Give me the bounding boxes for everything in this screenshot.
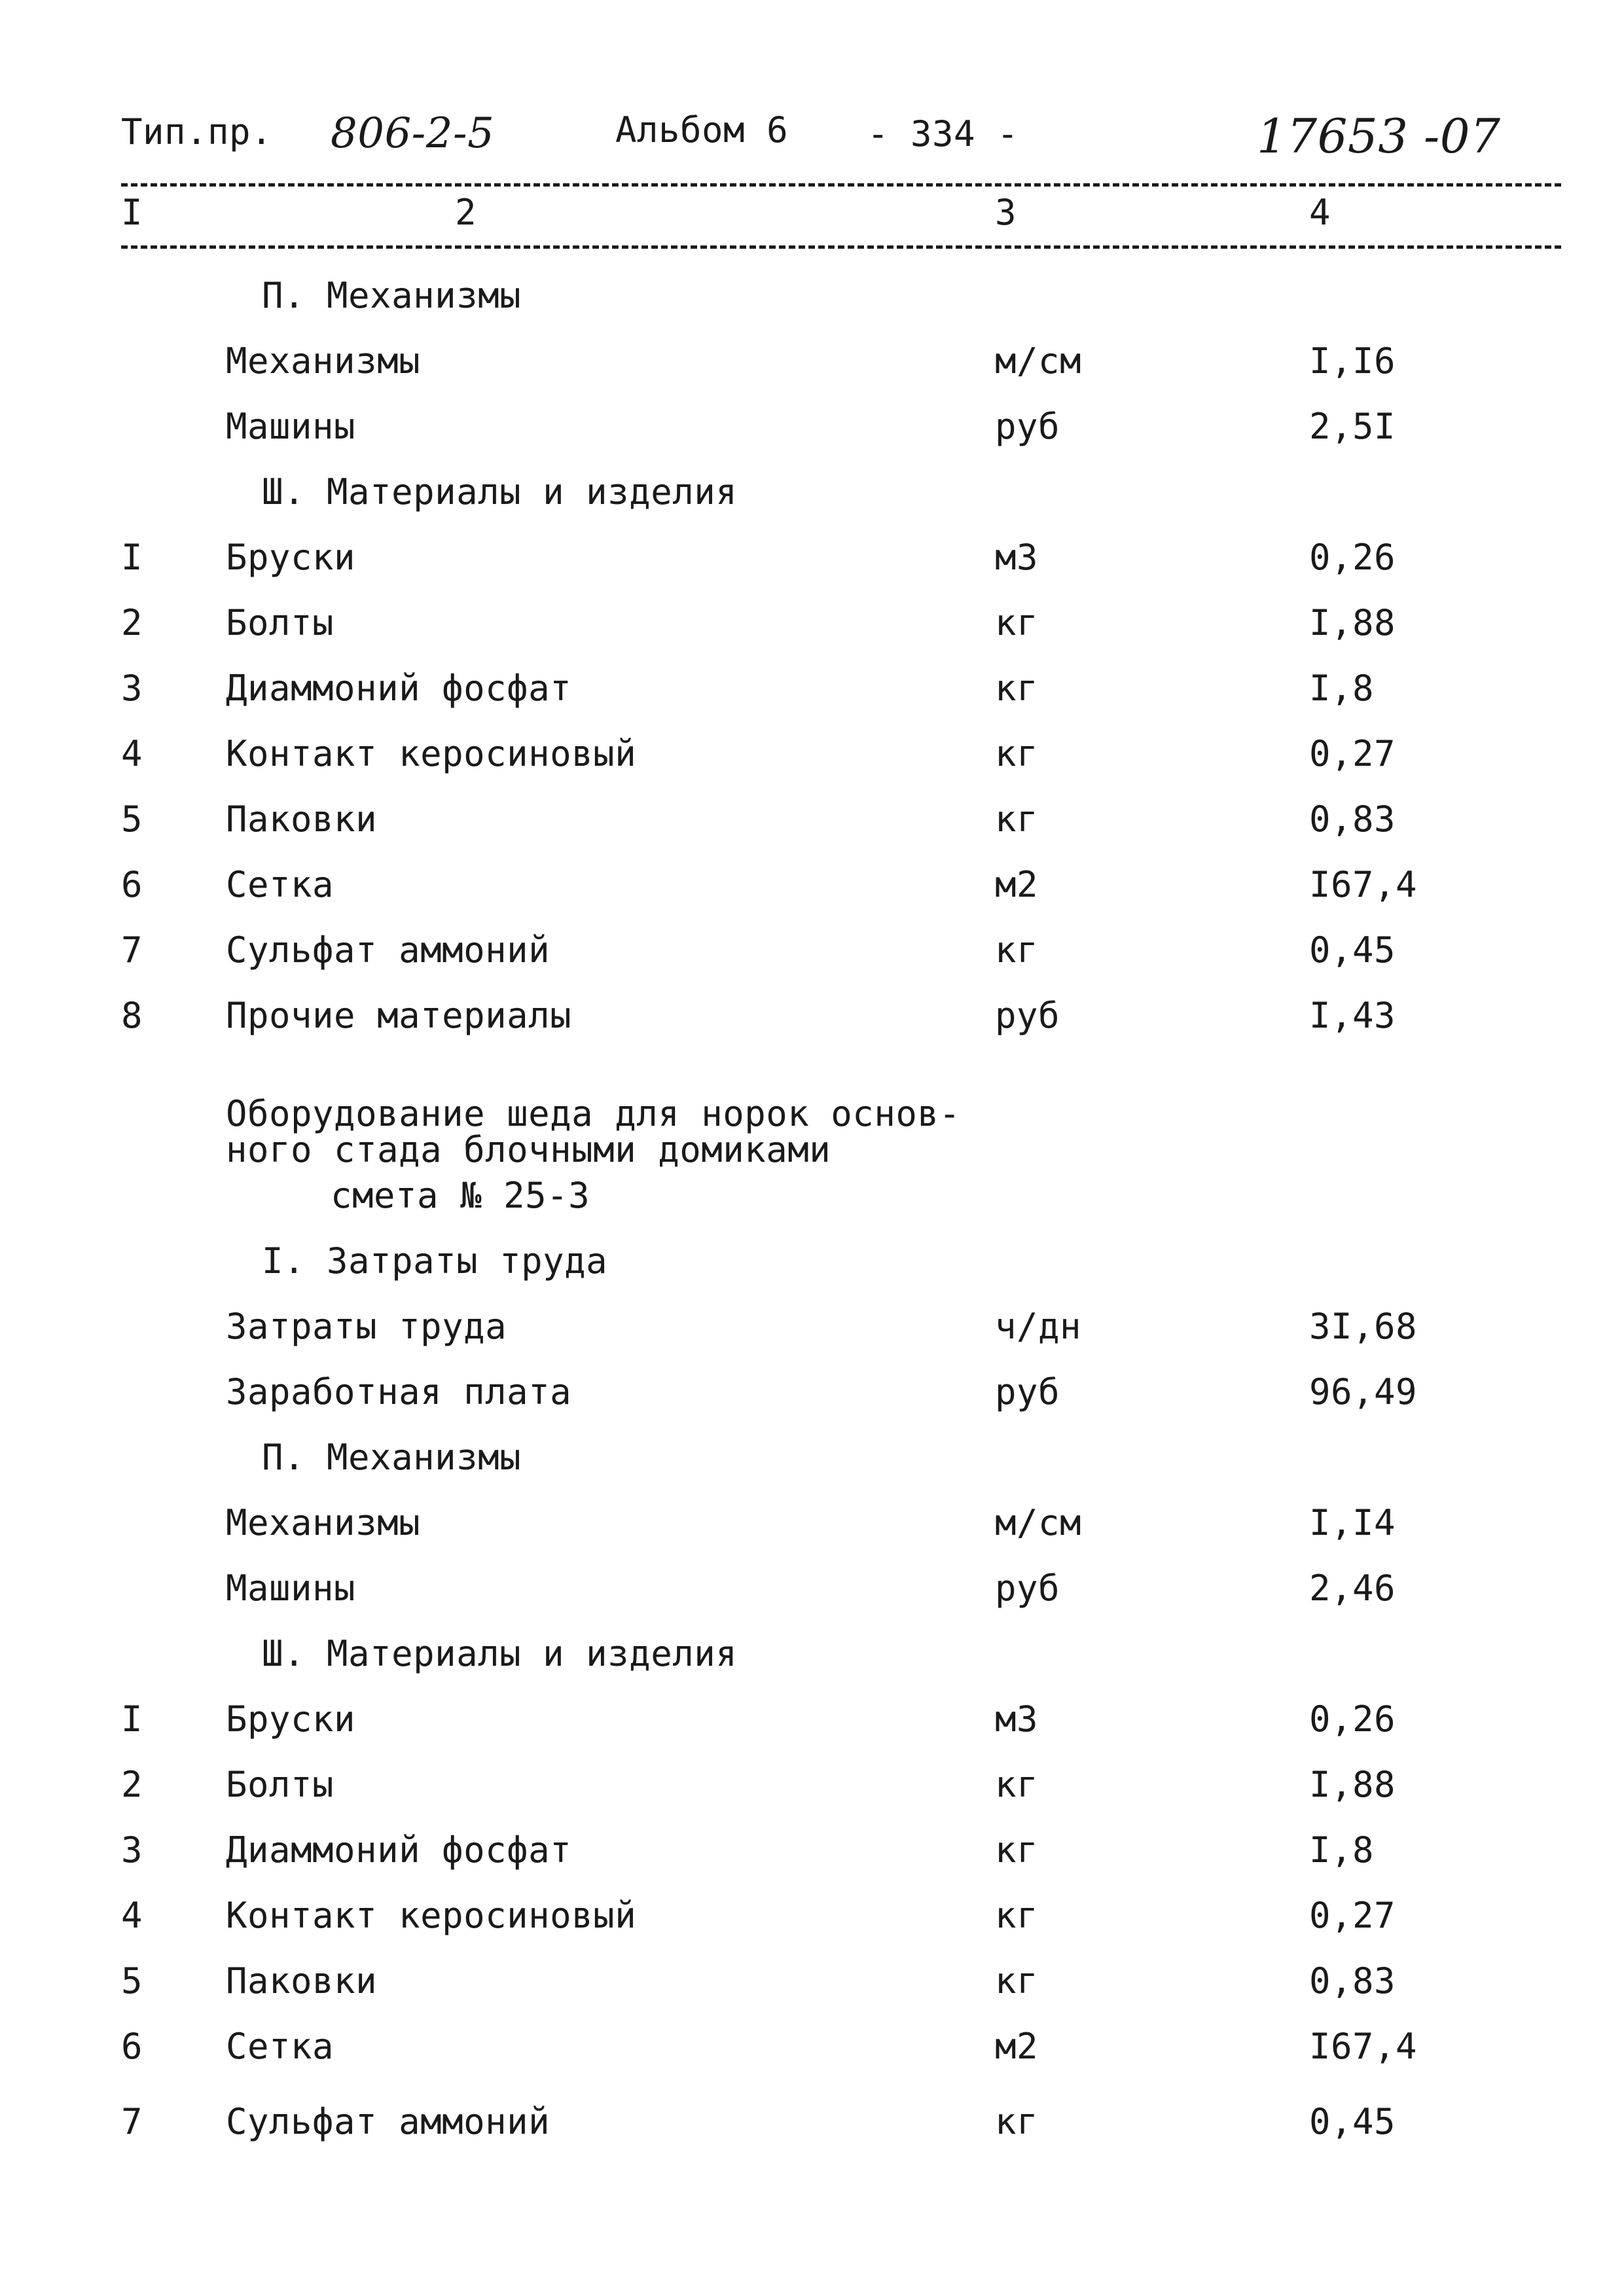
- row-value: 2,5I: [1309, 406, 1396, 447]
- row-value: 0,45: [1309, 929, 1396, 971]
- row-unit: руб: [995, 995, 1060, 1036]
- row-unit: м/см: [995, 340, 1082, 382]
- row-number: 8: [121, 995, 143, 1036]
- row-unit: ч/дн: [995, 1306, 1082, 1347]
- row-name: Заработная плата: [226, 1371, 572, 1412]
- row-name: Машины: [226, 1568, 356, 1609]
- row-unit: кг: [995, 1895, 1039, 1936]
- row-name: Диаммоний фосфат: [226, 1829, 572, 1871]
- row-unit: кг: [995, 733, 1039, 774]
- block-title-line-2: ного стада блочными домиками: [226, 1129, 831, 1170]
- row-name: Прочие материалы: [226, 995, 572, 1036]
- row-value: 0,27: [1309, 1895, 1396, 1936]
- row-unit: кг: [995, 929, 1039, 971]
- row-unit: м3: [995, 537, 1039, 578]
- row-name: Паковки: [226, 1960, 378, 2002]
- row-value: I,8: [1309, 668, 1375, 709]
- row-name: Диаммоний фосфат: [226, 668, 572, 709]
- block-title-line-1: Оборудование шеда для норок основ-: [226, 1093, 961, 1134]
- row-value: 3I,68: [1309, 1306, 1418, 1347]
- row-number: 4: [121, 1895, 143, 1936]
- header-page-number: - 334 -: [867, 113, 1019, 154]
- row-unit: руб: [995, 1371, 1060, 1412]
- row-value: 0,83: [1309, 1960, 1396, 2002]
- row-number: 5: [121, 799, 143, 840]
- row-value: I,I4: [1309, 1502, 1396, 1543]
- row-value: I,43: [1309, 995, 1396, 1036]
- row-name: Затраты труда: [226, 1306, 507, 1347]
- section-heading: П. Механизмы: [262, 275, 522, 316]
- column-header-4: 4: [1309, 192, 1331, 233]
- row-number: 3: [121, 1829, 143, 1871]
- row-name: Сетка: [226, 2026, 334, 2067]
- row-number: 4: [121, 733, 143, 774]
- row-value: I67,4: [1309, 864, 1418, 905]
- header-tip-label: Тип.пр.: [121, 111, 273, 153]
- section-heading: П. Механизмы: [262, 1437, 522, 1478]
- row-value: 0,83: [1309, 799, 1396, 840]
- row-number: I: [121, 1698, 143, 1740]
- row-name: Сульфат аммоний: [226, 929, 550, 971]
- row-value: I,88: [1309, 1764, 1396, 1805]
- row-unit: руб: [995, 406, 1060, 447]
- column-header-2: 2: [455, 192, 477, 233]
- header-project-code: 806-2-5: [331, 109, 495, 158]
- row-unit: кг: [995, 668, 1039, 709]
- row-number: 7: [121, 929, 143, 971]
- row-name: Болты: [226, 1764, 334, 1805]
- row-name: Механизмы: [226, 340, 421, 382]
- row-value: 0,45: [1309, 2101, 1396, 2142]
- row-value: 0,27: [1309, 733, 1396, 774]
- row-unit: м3: [995, 1698, 1039, 1740]
- row-unit: кг: [995, 602, 1039, 643]
- row-unit: кг: [995, 1829, 1039, 1871]
- section-heading: Ш. Материалы и изделия: [262, 1633, 738, 1674]
- row-unit: кг: [995, 1764, 1039, 1805]
- row-number: 3: [121, 668, 143, 709]
- row-number: 6: [121, 864, 143, 905]
- row-value: 0,26: [1309, 1698, 1396, 1740]
- row-number: 2: [121, 1764, 143, 1805]
- row-name: Контакт керосиновый: [226, 733, 637, 774]
- row-name: Контакт керосиновый: [226, 1895, 637, 1936]
- row-number: 5: [121, 1960, 143, 2002]
- header-rule-bottom: [121, 245, 1561, 249]
- row-name: Бруски: [226, 1698, 356, 1740]
- row-value: 0,26: [1309, 537, 1396, 578]
- row-name: Бруски: [226, 537, 356, 578]
- row-name: Сульфат аммоний: [226, 2101, 550, 2142]
- section-heading: I. Затраты труда: [262, 1240, 608, 1282]
- row-name: Машины: [226, 406, 356, 447]
- row-number: I: [121, 537, 143, 578]
- row-name: Болты: [226, 602, 334, 643]
- column-header-1: I: [121, 192, 143, 233]
- row-unit: руб: [995, 1568, 1060, 1609]
- row-value: 96,49: [1309, 1371, 1418, 1412]
- row-number: 6: [121, 2026, 143, 2067]
- row-value: I,88: [1309, 602, 1396, 643]
- row-name: Механизмы: [226, 1502, 421, 1543]
- column-header-3: 3: [995, 192, 1017, 233]
- row-number: 2: [121, 602, 143, 643]
- row-unit: м2: [995, 864, 1039, 905]
- row-unit: м2: [995, 2026, 1039, 2067]
- header-doc-number: 17653 -07: [1257, 109, 1501, 164]
- row-name: Паковки: [226, 799, 378, 840]
- row-unit: кг: [995, 1960, 1039, 2002]
- row-value: I67,4: [1309, 2026, 1418, 2067]
- row-value: I,8: [1309, 1829, 1375, 1871]
- section-heading: Ш. Материалы и изделия: [262, 471, 738, 512]
- row-unit: м/см: [995, 1502, 1082, 1543]
- row-number: 7: [121, 2101, 143, 2142]
- estimate-number: смета № 25-3: [331, 1175, 590, 1216]
- header-rule-top: [121, 183, 1561, 187]
- row-value: I,I6: [1309, 340, 1396, 382]
- row-name: Сетка: [226, 864, 334, 905]
- row-unit: кг: [995, 2101, 1039, 2142]
- row-unit: кг: [995, 799, 1039, 840]
- row-value: 2,46: [1309, 1568, 1396, 1609]
- header-album: Альбом 6: [615, 109, 789, 151]
